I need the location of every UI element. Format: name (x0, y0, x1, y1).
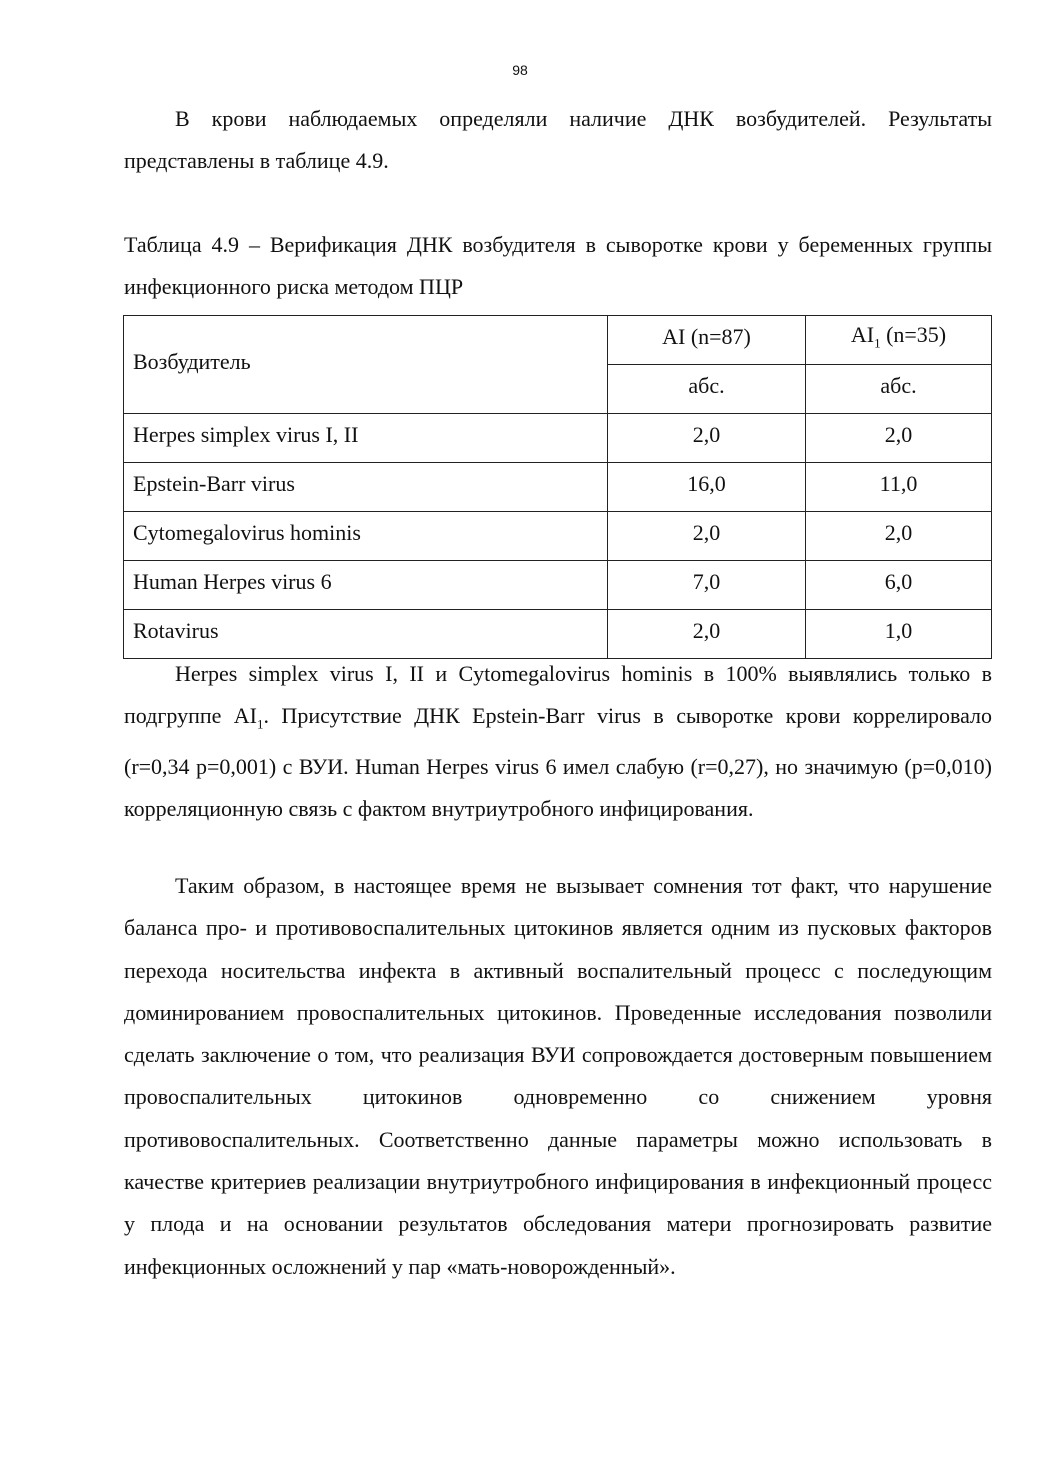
conclusion-paragraph: Таким образом, в настоящее время не вызывает сомнения тот факт, что нарушение баланса про- и противовоспалительных цитокинов является одним из пусковых факторов перехода носительства инфекта в активный воспалительный процесс с последующим доминированием провоспалительных цитокинов. Проведенные исследования позволили сделать заключение о том, что реализация ВУИ сопровождается достоверным повышением провоспалительных цитокинов одновременно со снижением уровня противовоспалительных. Соответственно данные параметры можно использовать в качестве критериев реализации внутриутробного инфицирования в инфекционный процесс у плода и на основании результатов обследования матери прогнозировать развитие инфекционных осложнений у пар «мать-новорожденный». (124, 873, 992, 1279)
value-ai: 2,0 (608, 512, 806, 561)
pathogen-name: Epstein-Barr virus (124, 463, 608, 512)
value-ai1: 1,0 (806, 610, 992, 659)
pathogen-name: Herpes simplex virus I, II (124, 414, 608, 463)
results-paragraph-sub: 1 (257, 716, 264, 732)
table-row (124, 561, 992, 610)
table-row (124, 512, 992, 561)
header-group-ai1-main: AI (850, 322, 875, 348)
table-header-row (124, 316, 992, 365)
subheader-ai: абс. (608, 365, 806, 414)
subheader-ai1: абс. (806, 365, 992, 414)
pathogen-table (123, 315, 992, 659)
page-number: 98 (512, 62, 528, 78)
results-paragraph-part-b: . Присутствие ДНК Epstein-Barr virus в сыворотке крови коррелировало (r=0,34 p=0,001) с ВУИ. Human Herpes virus 6 имел слабую (r=0,27), но значимую (p=0,010) корреляционную связь с фактом внутриутробного инфицирования. (124, 703, 993, 822)
value-ai: 2,0 (608, 414, 806, 463)
table-caption: Таблица 4.9 – Верификация ДНК возбудителя в сыворотке крови у беременных группы инфекционного риска методом ПЦР (124, 232, 992, 300)
pathogen-name: Human Herpes virus 6 (124, 561, 608, 610)
value-ai1: 6,0 (806, 561, 992, 610)
header-group-ai1 (806, 316, 992, 365)
pathogen-name: Rotavirus (124, 610, 608, 659)
value-ai1: 11,0 (806, 463, 992, 512)
table-row (124, 463, 992, 512)
value-ai: 2,0 (608, 610, 806, 659)
pathogen-name: Cytomegalovirus hominis (124, 512, 608, 561)
results-paragraph (124, 653, 992, 831)
results-paragraph-part-a: Herpes simplex virus I, II и Cytomegalovirus hominis в 100% выявлялись только в подгруппе AI (124, 661, 992, 729)
value-ai: 16,0 (608, 463, 806, 512)
header-group-ai1-sub: 1 (874, 335, 881, 351)
value-ai1: 2,0 (806, 512, 992, 561)
value-ai: 7,0 (608, 561, 806, 610)
header-pathogen: Возбудитель (124, 316, 608, 414)
value-ai1: 2,0 (806, 414, 992, 463)
header-group-ai: AI (n=87) (608, 316, 806, 365)
table-row (124, 414, 992, 463)
table-row (124, 610, 992, 659)
intro-paragraph: В крови наблюдаемых определяли наличие ДНК возбудителей. Результаты представлены в таблице 4.9. (124, 106, 992, 174)
header-group-ai1-n: (n=35) (880, 322, 947, 348)
